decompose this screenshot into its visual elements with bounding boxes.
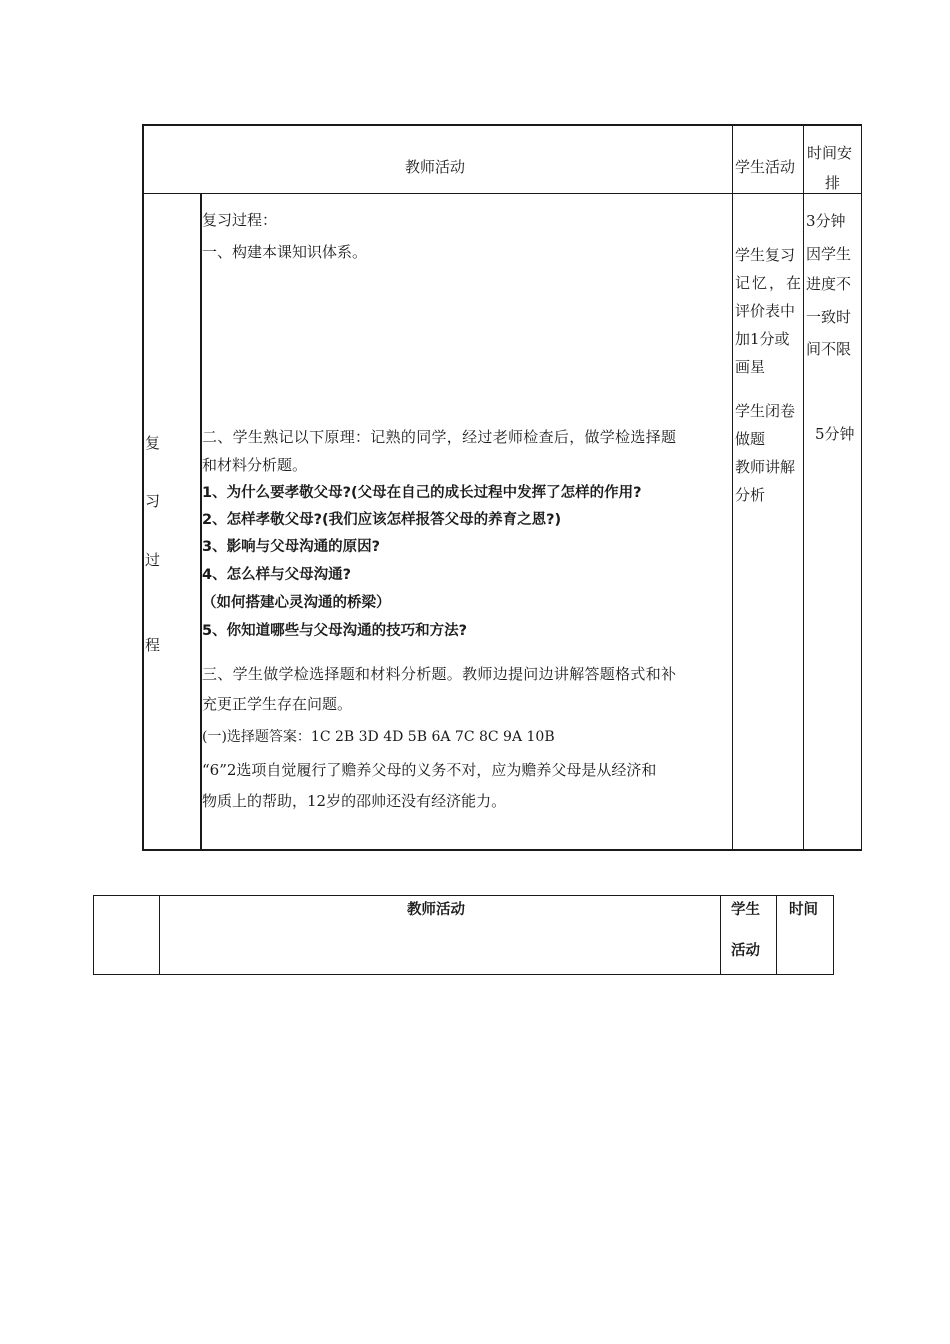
- question-4-sub: （如何搭建心灵沟通的桥梁）: [202, 595, 391, 611]
- student-note-a: 学生复习: [735, 246, 796, 264]
- section-label-char: 复: [145, 434, 161, 452]
- section-label-char: 过: [145, 551, 161, 569]
- step-3-line1: 三、学生做学检选择题和材料分析题。教师边提问边讲解答题格式和补: [202, 665, 677, 683]
- time-note-a: 间不限: [806, 340, 852, 358]
- student-note-a: 加1分或: [735, 330, 790, 348]
- student-note-b: 教师讲解: [735, 458, 796, 476]
- step-2-line2: 和材料分析题。: [202, 456, 308, 474]
- question-4: 4、怎么样与父母沟通?: [202, 567, 351, 583]
- explanation-line1: “6”2选项自觉履行了赡养父母的义务不对，应为赡养父母是从经济和: [202, 761, 657, 779]
- section-label-char: 程: [145, 636, 161, 654]
- question-1: 1、为什么要孝敬父母?(父母在自己的成长过程中发挥了怎样的作用?: [202, 485, 642, 501]
- question-3: 3、影响与父母沟通的原因?: [202, 539, 380, 555]
- step-1: 一、构建本课知识体系。: [202, 243, 368, 261]
- student-note-a: 评价表中: [735, 302, 796, 320]
- time-note-a: 一致时: [806, 308, 852, 326]
- review-heading: 复习过程：: [202, 211, 278, 229]
- table2-header-time: 时间: [789, 902, 818, 918]
- header-time-line1: 时间安: [807, 144, 853, 162]
- student-note-b: 做题: [735, 430, 766, 448]
- question-2: 2、怎样孝敬父母?(我们应该怎样报答父母的养育之恩?): [202, 512, 562, 528]
- time-note-a: 进度不: [806, 275, 852, 293]
- explanation-line2: 物质上的帮助，12岁的邵帅还没有经济能力。: [202, 792, 507, 810]
- header-student-activity: 学生活动: [735, 158, 796, 176]
- student-note-b: 分析: [735, 486, 766, 504]
- header-time-line2: 排: [825, 174, 841, 192]
- student-note-a: 记忆，在: [735, 274, 804, 292]
- time-note-b: 5分钟: [815, 425, 855, 443]
- question-5: 5、你知道哪些与父母沟通的技巧和方法?: [202, 623, 467, 639]
- header-teacher-activity: 教师活动: [405, 158, 466, 176]
- step-3-line2: 充更正学生存在问题。: [202, 695, 353, 713]
- answers: (一)选择题答案：1C 2B 3D 4D 5B 6A 7C 8C 9A 10B: [202, 729, 555, 745]
- time-note-a: 3分钟: [806, 212, 846, 230]
- table2-header-student-line1: 学生: [731, 902, 760, 918]
- student-note-a: 画星: [735, 358, 766, 376]
- table2-header-teacher: 教师活动: [407, 902, 465, 918]
- table2-header-student-line2: 活动: [731, 943, 760, 959]
- step-2-line1: 二、学生熟记以下原理：记熟的同学，经过老师检查后，做学检选择题: [202, 428, 677, 446]
- section-label-char: 习: [145, 492, 161, 510]
- student-note-b: 学生闭卷: [735, 402, 796, 420]
- time-note-a: 因学生: [806, 245, 852, 263]
